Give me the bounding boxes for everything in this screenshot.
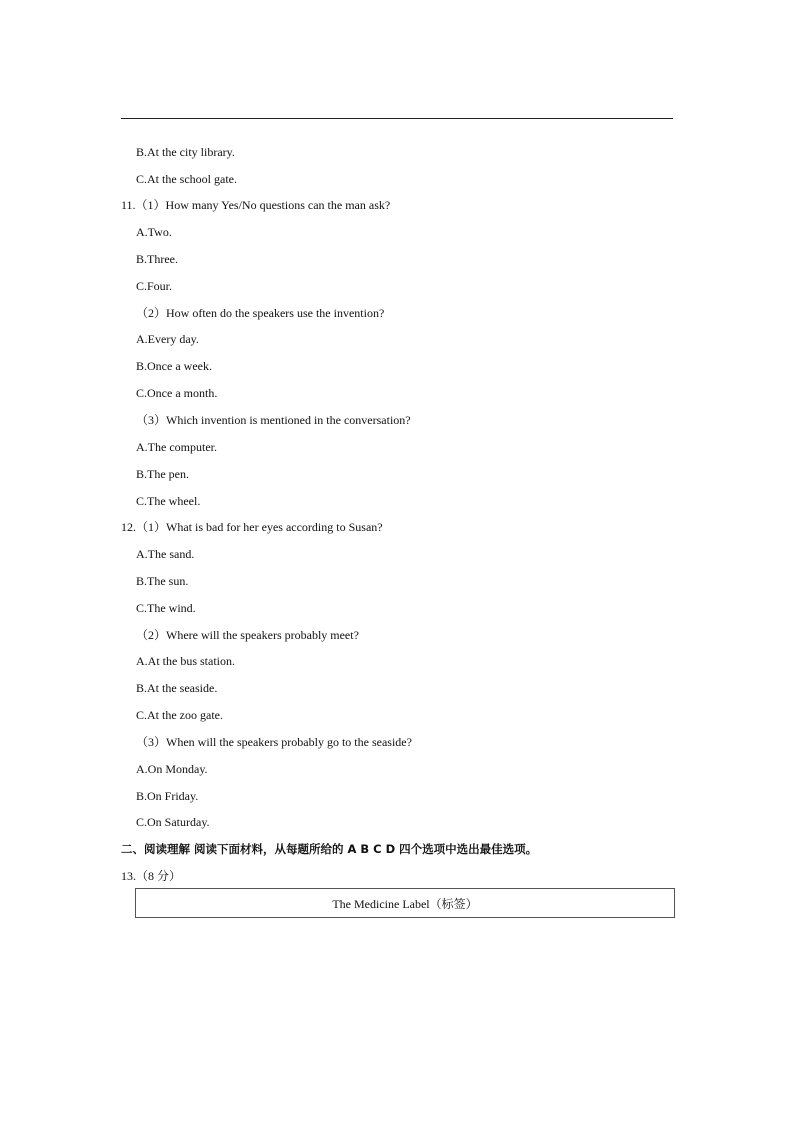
- q13-header: 13.（8 分）: [121, 869, 182, 883]
- q10-option-c: C.At the school gate.: [136, 172, 237, 186]
- q11-part2-question: （2）How often do the speakers use the invention?: [136, 306, 385, 320]
- q11-part1-option-a: A.Two.: [136, 225, 172, 239]
- q11-part2-option-c: C.Once a month.: [136, 386, 218, 400]
- q11-part3-option-a: A.The computer.: [136, 440, 217, 454]
- section-2-heading: 二、阅读理解 阅读下面材料，从每题所给的 A B C D 四个选项中选出最佳选项。: [121, 842, 538, 856]
- q12-part3-option-c: C.On Saturday.: [136, 815, 210, 829]
- q11-part1-option-b: B.Three.: [136, 252, 178, 266]
- q11-part1-question: 11.（1）How many Yes/No questions can the man ask?: [121, 198, 391, 212]
- medicine-label-title: The Medicine Label（标签）: [332, 896, 478, 911]
- q11-part2-option-b: B.Once a week.: [136, 359, 212, 373]
- header-rule: [121, 118, 673, 119]
- q12-part2-option-b: B.At the seaside.: [136, 681, 218, 695]
- q10-option-b: B.At the city library.: [136, 145, 235, 159]
- q12-part3-question: （3）When will the speakers probably go to the seaside?: [136, 735, 412, 749]
- q12-part2-option-a: A.At the bus station.: [136, 654, 235, 668]
- q12-part1-question: 12.（1）What is bad for her eyes according to Susan?: [121, 520, 383, 534]
- q11-part3-option-c: C.The wheel.: [136, 494, 201, 508]
- q11-part3-option-b: B.The pen.: [136, 467, 189, 481]
- q12-part1-option-b: B.The sun.: [136, 574, 189, 588]
- q12-part2-option-c: C.At the zoo gate.: [136, 708, 223, 722]
- q12-part1-option-a: A.The sand.: [136, 547, 195, 561]
- q12-part1-option-c: C.The wind.: [136, 601, 196, 615]
- q12-part3-option-b: B.On Friday.: [136, 789, 199, 803]
- q11-part3-question: （3）Which invention is mentioned in the conversation?: [136, 413, 411, 427]
- q12-part2-question: （2）Where will the speakers probably meet?: [136, 628, 359, 642]
- q11-part1-option-c: C.Four.: [136, 279, 173, 293]
- q12-part3-option-a: A.On Monday.: [136, 762, 208, 776]
- q11-part2-option-a: A.Every day.: [136, 332, 199, 346]
- medicine-label-box: [135, 888, 675, 918]
